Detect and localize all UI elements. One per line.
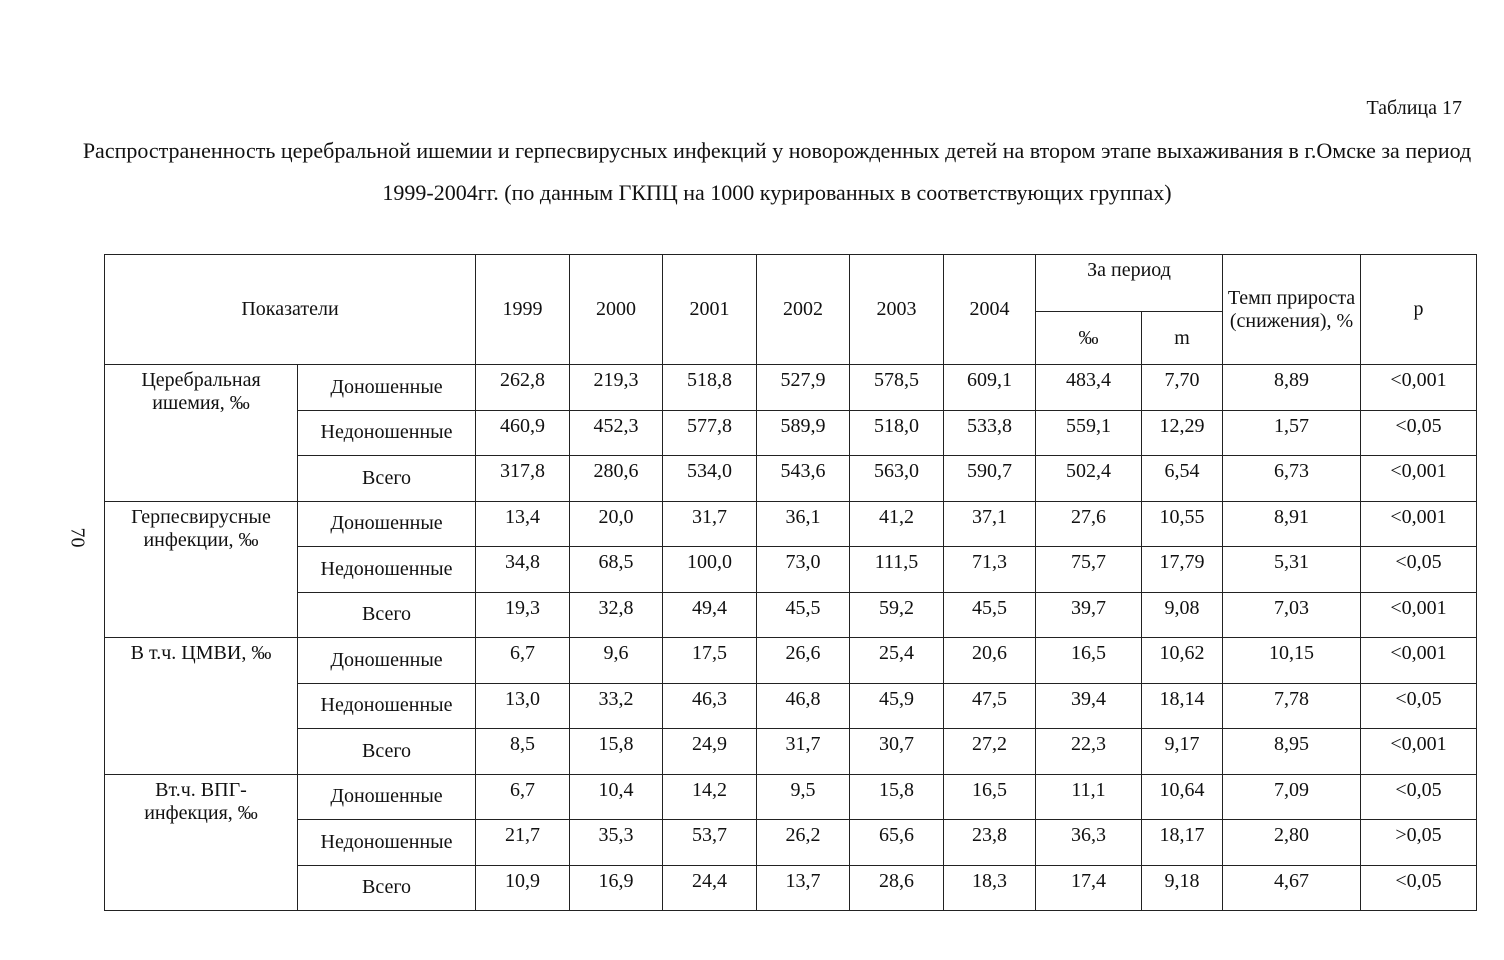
table-cell: 8,89: [1223, 365, 1361, 411]
subgroup-label: Недоношенные: [298, 683, 476, 729]
table-cell: 35,3: [570, 820, 663, 866]
table-cell: 31,7: [663, 501, 757, 547]
table-cell: 6,7: [476, 638, 570, 684]
table-cell: 280,6: [570, 456, 663, 502]
table-row: [105, 547, 1477, 593]
subgroup-label: Всего: [298, 592, 476, 638]
table-cell: 18,17: [1142, 820, 1223, 866]
table-cell: 7,70: [1142, 365, 1223, 411]
table-row: [105, 365, 1477, 411]
table-row: [105, 410, 1477, 456]
table-cell: 7,78: [1223, 683, 1361, 729]
table-cell: 41,2: [850, 501, 944, 547]
table-cell: 16,5: [1036, 638, 1142, 684]
table-cell: 24,4: [663, 865, 757, 911]
table-cell: 518,8: [663, 365, 757, 411]
header-year: 1999: [476, 255, 570, 365]
table-cell: 8,91: [1223, 501, 1361, 547]
table-cell: 15,8: [850, 774, 944, 820]
table-cell: 39,4: [1036, 683, 1142, 729]
header-period-m: m: [1142, 312, 1223, 365]
group-label: Вт.ч. ВПГ-инфекция, ‰: [105, 774, 298, 911]
table-cell: 30,7: [850, 729, 944, 775]
table-row: [105, 501, 1477, 547]
header-year: 2004: [944, 255, 1036, 365]
table-cell: 21,7: [476, 820, 570, 866]
table-cell: 10,15: [1223, 638, 1361, 684]
table-cell: <0,001: [1361, 638, 1477, 684]
table-cell: 17,5: [663, 638, 757, 684]
table-cell: 534,0: [663, 456, 757, 502]
table-cell: <0,001: [1361, 456, 1477, 502]
table-cell: <0,001: [1361, 729, 1477, 775]
table-cell: 111,5: [850, 547, 944, 593]
subgroup-label: Доношенные: [298, 501, 476, 547]
subgroup-label: Доношенные: [298, 365, 476, 411]
table-cell: 518,0: [850, 410, 944, 456]
table-cell: 10,4: [570, 774, 663, 820]
table-cell: 45,9: [850, 683, 944, 729]
table-cell: 7,03: [1223, 592, 1361, 638]
table-cell: 577,8: [663, 410, 757, 456]
header-period: За период: [1036, 255, 1223, 312]
table-cell: 219,3: [570, 365, 663, 411]
table-cell: 6,7: [476, 774, 570, 820]
table-cell: 47,5: [944, 683, 1036, 729]
table-cell: 7,09: [1223, 774, 1361, 820]
table-cell: <0,001: [1361, 501, 1477, 547]
table-cell: 317,8: [476, 456, 570, 502]
table-cell: 19,3: [476, 592, 570, 638]
table-cell: 559,1: [1036, 410, 1142, 456]
table-cell: <0,05: [1361, 410, 1477, 456]
subgroup-label: Всего: [298, 456, 476, 502]
table-cell: 71,3: [944, 547, 1036, 593]
table-cell: 2,80: [1223, 820, 1361, 866]
table-cell: 4,67: [1223, 865, 1361, 911]
data-table: [104, 254, 1477, 911]
table-cell: 26,2: [757, 820, 850, 866]
table-cell: 59,2: [850, 592, 944, 638]
table-cell: 9,08: [1142, 592, 1223, 638]
table-cell: 10,9: [476, 865, 570, 911]
table-cell: 31,7: [757, 729, 850, 775]
header-year: 2000: [570, 255, 663, 365]
table-row: [105, 774, 1477, 820]
table-cell: 46,8: [757, 683, 850, 729]
table-cell: 27,6: [1036, 501, 1142, 547]
table-cell: 609,1: [944, 365, 1036, 411]
table-row: [105, 865, 1477, 911]
page-number: 70: [66, 527, 89, 548]
table-caption: Распространенность церебральной ишемии и герпесвирусных инфекций у новорожденных детей на втором этапе выхаживания в г.Омске за период 1999-2004гг. (по данным ГКПЦ на 1000 курированных в соответствующих группах): [82, 138, 1472, 205]
table-cell: 34,8: [476, 547, 570, 593]
group-label: Церебральная ишемия, ‰: [105, 365, 298, 502]
subgroup-label: Недоношенные: [298, 820, 476, 866]
table-cell: 533,8: [944, 410, 1036, 456]
table-cell: 49,4: [663, 592, 757, 638]
table-row: [105, 729, 1477, 775]
table-cell: 17,4: [1036, 865, 1142, 911]
table-cell: 24,9: [663, 729, 757, 775]
table-row: [105, 638, 1477, 684]
table-cell: 589,9: [757, 410, 850, 456]
header-growth: Темп прироста (снижения), %: [1223, 255, 1361, 365]
table-cell: 36,3: [1036, 820, 1142, 866]
table-cell: 10,64: [1142, 774, 1223, 820]
table-cell: <0,001: [1361, 365, 1477, 411]
table-cell: 32,8: [570, 592, 663, 638]
table-cell: 20,0: [570, 501, 663, 547]
table-cell: 100,0: [663, 547, 757, 593]
table-cell: 37,1: [944, 501, 1036, 547]
group-label: В т.ч. ЦМВИ, ‰: [105, 638, 298, 775]
table-cell: 46,3: [663, 683, 757, 729]
table-cell: 460,9: [476, 410, 570, 456]
table-cell: 262,8: [476, 365, 570, 411]
table-cell: 527,9: [757, 365, 850, 411]
table-cell: 33,2: [570, 683, 663, 729]
table-cell: 452,3: [570, 410, 663, 456]
table-cell: 15,8: [570, 729, 663, 775]
subgroup-label: Недоношенные: [298, 547, 476, 593]
table-cell: 18,3: [944, 865, 1036, 911]
table-cell: 18,14: [1142, 683, 1223, 729]
header-year: 2002: [757, 255, 850, 365]
header-p: p: [1361, 255, 1477, 365]
table-cell: 13,7: [757, 865, 850, 911]
table-cell: 27,2: [944, 729, 1036, 775]
table-cell: <0,05: [1361, 683, 1477, 729]
table-cell: 13,4: [476, 501, 570, 547]
table-cell: 9,5: [757, 774, 850, 820]
table-cell: 12,29: [1142, 410, 1223, 456]
table-cell: 39,7: [1036, 592, 1142, 638]
table-cell: 65,6: [850, 820, 944, 866]
table-cell: 578,5: [850, 365, 944, 411]
table-cell: 36,1: [757, 501, 850, 547]
table-cell: 13,0: [476, 683, 570, 729]
table-cell: 9,6: [570, 638, 663, 684]
table-row: [105, 683, 1477, 729]
table-cell: 6,54: [1142, 456, 1223, 502]
table-cell: 17,79: [1142, 547, 1223, 593]
table-cell: 8,5: [476, 729, 570, 775]
table-cell: <0,001: [1361, 592, 1477, 638]
table-cell: 20,6: [944, 638, 1036, 684]
table-cell: 5,31: [1223, 547, 1361, 593]
table-cell: <0,05: [1361, 547, 1477, 593]
subgroup-label: Доношенные: [298, 774, 476, 820]
header-year: 2003: [850, 255, 944, 365]
table-row: [105, 592, 1477, 638]
table-cell: 45,5: [757, 592, 850, 638]
subgroup-label: Доношенные: [298, 638, 476, 684]
table-cell: 16,5: [944, 774, 1036, 820]
table-cell: 8,95: [1223, 729, 1361, 775]
table-cell: 25,4: [850, 638, 944, 684]
table-cell: >0,05: [1361, 820, 1477, 866]
table-cell: 53,7: [663, 820, 757, 866]
table-cell: 9,18: [1142, 865, 1223, 911]
subgroup-label: Всего: [298, 865, 476, 911]
group-label: Герпесвирусные инфекции, ‰: [105, 501, 298, 638]
table-cell: 45,5: [944, 592, 1036, 638]
table-row: [105, 820, 1477, 866]
table-cell: <0,05: [1361, 865, 1477, 911]
table-label: Таблица 17: [1366, 97, 1462, 119]
table-cell: 73,0: [757, 547, 850, 593]
table-cell: 75,7: [1036, 547, 1142, 593]
header-indicators: Показатели: [105, 255, 476, 365]
table-cell: 26,6: [757, 638, 850, 684]
table-cell: 16,9: [570, 865, 663, 911]
table-cell: <0,05: [1361, 774, 1477, 820]
table-cell: 11,1: [1036, 774, 1142, 820]
table-cell: 563,0: [850, 456, 944, 502]
table-cell: 22,3: [1036, 729, 1142, 775]
table-cell: 543,6: [757, 456, 850, 502]
table-cell: 483,4: [1036, 365, 1142, 411]
table-cell: 68,5: [570, 547, 663, 593]
table-cell: 9,17: [1142, 729, 1223, 775]
header-year: 2001: [663, 255, 757, 365]
subgroup-label: Всего: [298, 729, 476, 775]
table-cell: 14,2: [663, 774, 757, 820]
table-cell: 502,4: [1036, 456, 1142, 502]
table-cell: 590,7: [944, 456, 1036, 502]
table-cell: 1,57: [1223, 410, 1361, 456]
table-cell: 23,8: [944, 820, 1036, 866]
table-cell: 10,62: [1142, 638, 1223, 684]
table-row: [105, 456, 1477, 502]
table-cell: 28,6: [850, 865, 944, 911]
table-cell: 10,55: [1142, 501, 1223, 547]
table-cell: 6,73: [1223, 456, 1361, 502]
header-period-permille: ‰: [1036, 312, 1142, 365]
subgroup-label: Недоношенные: [298, 410, 476, 456]
